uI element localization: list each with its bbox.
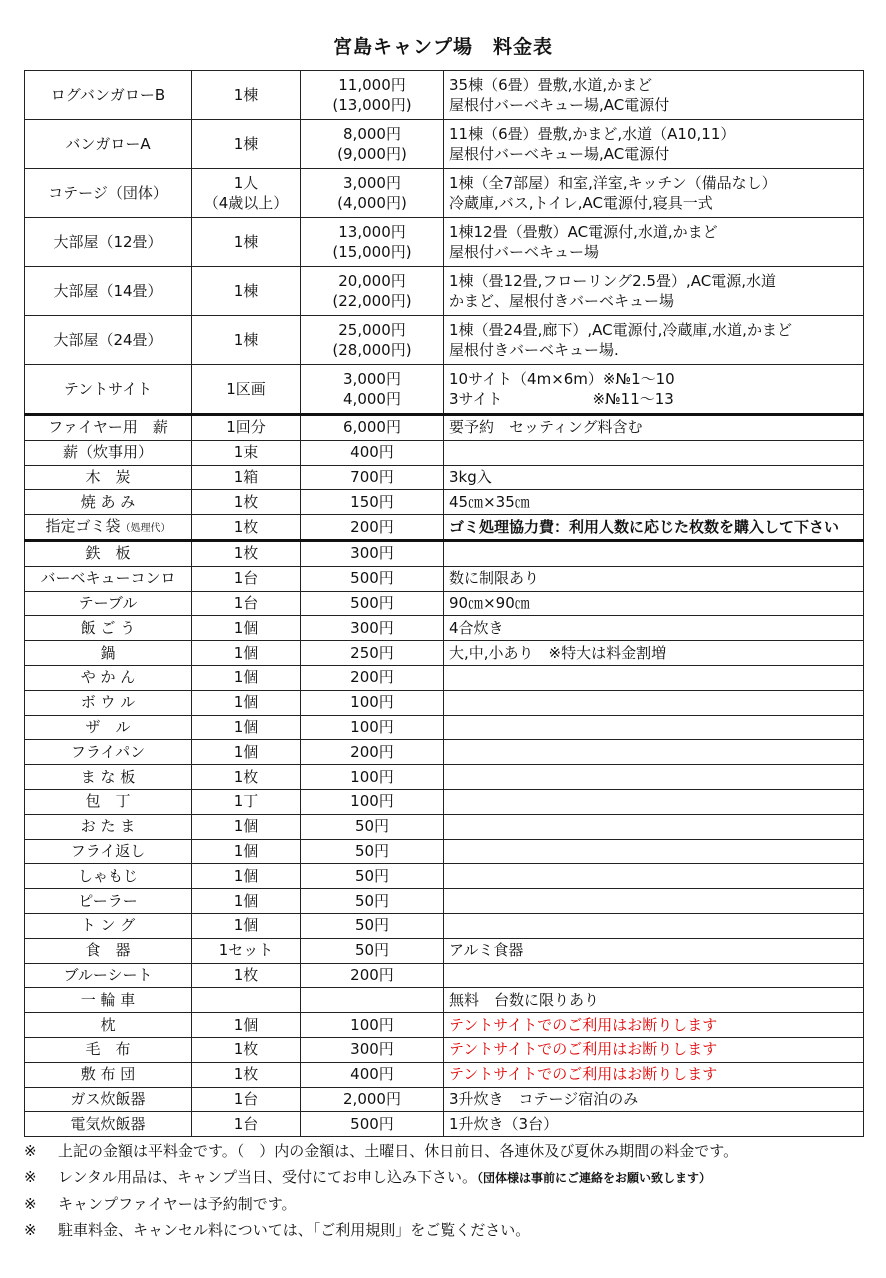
facility-unit-line: 1棟 (233, 135, 259, 153)
item-name: 電気炊飯器 (25, 1112, 192, 1137)
facility-price-line: (22,000円) (332, 292, 412, 310)
rental-row (25, 1087, 864, 1112)
rental-row (25, 789, 864, 814)
facility-unit-line: （4歳以上） (203, 194, 289, 212)
footnote (24, 1138, 874, 1164)
facility-price-line: 4,000円 (343, 390, 401, 408)
item-note: テントサイトでのご利用はお断りします (444, 1013, 864, 1038)
facility-note-line: 11棟（6畳）畳敷,かまど,水道（A10,11） (449, 125, 736, 143)
footnote-extra: （団体様は事前にご連絡をお願い致します） (477, 1171, 712, 1185)
item-unit: 1個 (192, 864, 301, 889)
rental-row (25, 938, 864, 963)
facility-note (444, 267, 864, 316)
fuel-row (25, 515, 864, 541)
item-unit: 1個 (192, 616, 301, 641)
footnote (24, 1164, 874, 1191)
item-price (301, 988, 444, 1013)
rental-row (25, 540, 864, 566)
room-row (25, 218, 864, 267)
rental-row (25, 1112, 864, 1137)
item-unit: 1個 (192, 690, 301, 715)
item-unit: 1台 (192, 591, 301, 616)
rental-row (25, 839, 864, 864)
facility-unit-line: 1棟 (233, 282, 259, 300)
item-unit: 1枚 (192, 490, 301, 515)
item-note (444, 839, 864, 864)
facility-price-line: (15,000円) (332, 243, 412, 261)
item-note: 3kg入 (444, 465, 864, 490)
facility-price (301, 267, 444, 316)
facility-name: 大部屋（12畳） (25, 218, 192, 267)
facility-note (444, 365, 864, 415)
fuel-row (25, 465, 864, 490)
item-name: 飯 ご う (25, 616, 192, 641)
facility-unit-line: 1棟 (233, 233, 259, 251)
rental-row (25, 889, 864, 914)
item-note (444, 690, 864, 715)
item-note (444, 765, 864, 790)
fuel-row (25, 490, 864, 515)
item-price: 200円 (301, 665, 444, 690)
facility-unit (192, 316, 301, 365)
item-unit: 1台 (192, 1112, 301, 1137)
rental-row (25, 715, 864, 740)
item-note (444, 814, 864, 839)
item-name: ガス炊飯器 (25, 1087, 192, 1112)
facility-name: ログバンガローB (25, 71, 192, 120)
facility-note-line: 屋根付バーベキュー場 (449, 243, 600, 261)
item-unit: 1個 (192, 641, 301, 666)
item-name: や か ん (25, 665, 192, 690)
footnote-mark: ※ (24, 1221, 37, 1239)
item-note: 無料 台数に限りあり (444, 988, 864, 1013)
facility-price (301, 218, 444, 267)
facility-unit-line: 1人 (233, 174, 259, 192)
fuel-row (25, 415, 864, 441)
facility-note-line: かまど、屋根付きバーベキュー場 (449, 292, 675, 310)
item-unit (192, 988, 301, 1013)
item-price: 50円 (301, 814, 444, 839)
item-unit: 1枚 (192, 765, 301, 790)
item-note: 1升炊き（3台） (444, 1112, 864, 1137)
item-name: ト ン グ (25, 913, 192, 938)
item-note: ゴミ処理協力費：利用人数に応じた枚数を購入して下さい (444, 515, 864, 541)
facility-price (301, 365, 444, 415)
facility-note-line: 屋根付バーベキュー場,AC電源付 (449, 145, 670, 163)
facility-note-line: 1棟12畳（畳敷）AC電源付,水道,かまど (449, 223, 718, 241)
footnote-text: キャンプファイヤーは予約制です。 (58, 1195, 297, 1213)
rental-row (25, 566, 864, 591)
item-unit: 1個 (192, 715, 301, 740)
footnote-mark: ※ (24, 1142, 37, 1160)
room-row (25, 316, 864, 365)
item-note: 要予約 セッティング料含む (444, 415, 864, 441)
item-unit: 1箱 (192, 465, 301, 490)
facility-note-line: 屋根付バーベキュー場,AC電源付 (449, 96, 670, 114)
item-name: ファイヤー用 薪 (25, 415, 192, 441)
item-name: ザ ル (25, 715, 192, 740)
facility-note-line: 1棟（畳24畳,廊下）,AC電源付,冷蔵庫,水道,かまど (449, 321, 792, 339)
rental-row (25, 641, 864, 666)
item-unit: 1個 (192, 740, 301, 765)
item-name: テーブル (25, 591, 192, 616)
item-price: 200円 (301, 740, 444, 765)
facility-name: 大部屋（14畳） (25, 267, 192, 316)
item-name: 鉄 板 (25, 540, 192, 566)
item-name: 薪（炊事用） (25, 440, 192, 465)
facility-price (301, 316, 444, 365)
room-row (25, 267, 864, 316)
item-unit: 1枚 (192, 515, 301, 541)
item-note (444, 440, 864, 465)
facility-note-line: 35棟（6畳）畳敷,水道,かまど (449, 76, 653, 94)
facility-price-line: 11,000円 (338, 76, 406, 94)
room-row (25, 169, 864, 218)
facility-unit-line: 1区画 (226, 380, 266, 398)
item-note: テントサイトでのご利用はお断りします (444, 1037, 864, 1062)
footnote (24, 1191, 874, 1217)
item-price: 300円 (301, 616, 444, 641)
facility-note-line: 1棟（全7部屋）和室,洋室,キッチン（備品なし） (449, 174, 777, 192)
facility-note-line: 冷蔵庫,バス,トイレ,AC電源付,寝具一式 (449, 194, 713, 212)
facility-note (444, 71, 864, 120)
item-name: しゃもじ (25, 864, 192, 889)
item-name: フライパン (25, 740, 192, 765)
item-price: 2,000円 (301, 1087, 444, 1112)
item-price: 50円 (301, 839, 444, 864)
item-unit: 1枚 (192, 1062, 301, 1087)
item-price: 50円 (301, 889, 444, 914)
item-name: 焼 あ み (25, 490, 192, 515)
item-price: 500円 (301, 566, 444, 591)
item-name: 包 丁 (25, 789, 192, 814)
item-note (444, 963, 864, 988)
item-price: 200円 (301, 515, 444, 541)
item-name: ピーラー (25, 889, 192, 914)
facility-price-line: 8,000円 (343, 125, 401, 143)
item-unit: 1セット (192, 938, 301, 963)
rental-row (25, 1013, 864, 1038)
item-price: 50円 (301, 938, 444, 963)
item-unit: 1台 (192, 1087, 301, 1112)
rental-row (25, 591, 864, 616)
item-price: 100円 (301, 765, 444, 790)
item-price: 400円 (301, 1062, 444, 1087)
facility-price (301, 169, 444, 218)
item-price: 50円 (301, 913, 444, 938)
facility-unit (192, 120, 301, 169)
facility-unit (192, 169, 301, 218)
item-note: テントサイトでのご利用はお断りします (444, 1062, 864, 1087)
item-note (444, 715, 864, 740)
facility-unit (192, 365, 301, 415)
facility-name: 大部屋（24畳） (25, 316, 192, 365)
item-price: 500円 (301, 1112, 444, 1137)
rental-row (25, 690, 864, 715)
footnote-mark: ※ (24, 1168, 37, 1186)
footnote-text: 上記の金額は平料金です。（ ）内の金額は、土曜日、休日前日、各連休及び夏休み期間の料金です。 (58, 1142, 739, 1160)
facility-price-line: 20,000円 (338, 272, 406, 290)
facility-note-line: 1棟（畳12畳,フローリング2.5畳）,AC電源,水道 (449, 272, 776, 290)
facility-name: テントサイト (25, 365, 192, 415)
item-name: 敷 布 団 (25, 1062, 192, 1087)
item-note: 4合炊き (444, 616, 864, 641)
facility-price-line: (13,000円) (332, 96, 412, 114)
facility-note (444, 120, 864, 169)
facility-unit-line: 1棟 (233, 331, 259, 349)
footnote (24, 1217, 874, 1243)
facility-price-line: 25,000円 (338, 321, 406, 339)
item-name: ボ ウ ル (25, 690, 192, 715)
room-row (25, 365, 864, 415)
item-name: バーベキューコンロ (25, 566, 192, 591)
item-price: 100円 (301, 715, 444, 740)
facility-note (444, 169, 864, 218)
room-row (25, 120, 864, 169)
item-name: 枕 (25, 1013, 192, 1038)
item-unit: 1個 (192, 814, 301, 839)
item-price: 700円 (301, 465, 444, 490)
rental-row (25, 665, 864, 690)
rental-row (25, 864, 864, 889)
item-price: 100円 (301, 690, 444, 715)
item-unit: 1束 (192, 440, 301, 465)
facility-note-line: 3サイト ※№11～13 (449, 390, 674, 408)
footnote-text: レンタル用品は、キャンプ当日、受付にてお申し込み下さい。 (58, 1168, 478, 1186)
facility-unit (192, 218, 301, 267)
item-price: 300円 (301, 540, 444, 566)
facility-note (444, 316, 864, 365)
rental-row (25, 988, 864, 1013)
facility-unit (192, 267, 301, 316)
item-unit: 1個 (192, 913, 301, 938)
item-price: 250円 (301, 641, 444, 666)
facility-note-line: 屋根付きバーベキュー場. (449, 341, 619, 359)
item-name: 一 輪 車 (25, 988, 192, 1013)
item-note (444, 740, 864, 765)
item-name: お た ま (25, 814, 192, 839)
item-unit: 1個 (192, 1013, 301, 1038)
item-price: 200円 (301, 963, 444, 988)
item-name: ブルーシート (25, 963, 192, 988)
item-price: 100円 (301, 789, 444, 814)
item-note (444, 665, 864, 690)
facility-name: コテージ（団体） (25, 169, 192, 218)
item-name: 毛 布 (25, 1037, 192, 1062)
rental-row (25, 963, 864, 988)
item-price: 100円 (301, 1013, 444, 1038)
item-price: 400円 (301, 440, 444, 465)
page-title: 宮島キャンプ場 料金表 (332, 36, 553, 58)
facility-name: バンガローA (25, 120, 192, 169)
item-note: 45㎝×35㎝ (444, 490, 864, 515)
facility-price-line: 3,000円 (343, 174, 401, 192)
item-name: 木 炭 (25, 465, 192, 490)
facility-price-line: 13,000円 (338, 223, 406, 241)
item-note: アルミ食器 (444, 938, 864, 963)
item-note: 90㎝×90㎝ (444, 591, 864, 616)
item-unit: 1個 (192, 665, 301, 690)
footnotes (24, 1138, 874, 1243)
item-note: 大,中,小あり ※特大は料金割増 (444, 641, 864, 666)
rental-row (25, 765, 864, 790)
item-unit: 1個 (192, 839, 301, 864)
item-price: 50円 (301, 864, 444, 889)
item-name: 鍋 (25, 641, 192, 666)
facility-price (301, 120, 444, 169)
item-unit: 1台 (192, 566, 301, 591)
item-note (444, 889, 864, 914)
facility-unit-line: 1棟 (233, 86, 259, 104)
item-unit: 1枚 (192, 1037, 301, 1062)
item-name: フライ返し (25, 839, 192, 864)
footnote-text: 駐車料金、キャンセル料については、「ご利用規則」をご覧ください。 (58, 1221, 531, 1239)
rental-row (25, 616, 864, 641)
item-unit: 1丁 (192, 789, 301, 814)
rental-row (25, 1062, 864, 1087)
item-note: 3升炊き コテージ宿泊のみ (444, 1087, 864, 1112)
facility-note-line: 10サイト（4m×6m）※№1～10 (449, 370, 675, 388)
room-row (25, 71, 864, 120)
facility-price-line: 3,000円 (343, 370, 401, 388)
item-note (444, 789, 864, 814)
item-name-main: 指定ゴミ袋 (45, 516, 121, 535)
rental-row (25, 814, 864, 839)
item-note (444, 913, 864, 938)
item-unit: 1枚 (192, 963, 301, 988)
item-unit: 1回分 (192, 415, 301, 441)
item-note (444, 540, 864, 566)
facility-price (301, 71, 444, 120)
item-unit: 1枚 (192, 540, 301, 566)
item-note: 数に制限あり (444, 566, 864, 591)
rental-row (25, 913, 864, 938)
facility-price-line: (28,000円) (332, 341, 412, 359)
item-name-sub: （処理代） (120, 522, 171, 534)
facility-unit (192, 71, 301, 120)
item-price: 300円 (301, 1037, 444, 1062)
item-price: 150円 (301, 490, 444, 515)
item-unit: 1個 (192, 889, 301, 914)
item-name (25, 515, 192, 541)
facility-note (444, 218, 864, 267)
rental-row (25, 740, 864, 765)
fuel-row (25, 440, 864, 465)
item-name: 食 器 (25, 938, 192, 963)
item-price: 500円 (301, 591, 444, 616)
rental-row (25, 1037, 864, 1062)
footnote-mark: ※ (24, 1195, 37, 1213)
item-price: 6,000円 (301, 415, 444, 441)
facility-price-line: (4,000円) (337, 194, 407, 212)
item-name: ま な 板 (25, 765, 192, 790)
price-table (24, 70, 864, 1137)
facility-price-line: (9,000円) (337, 145, 407, 163)
item-note (444, 864, 864, 889)
